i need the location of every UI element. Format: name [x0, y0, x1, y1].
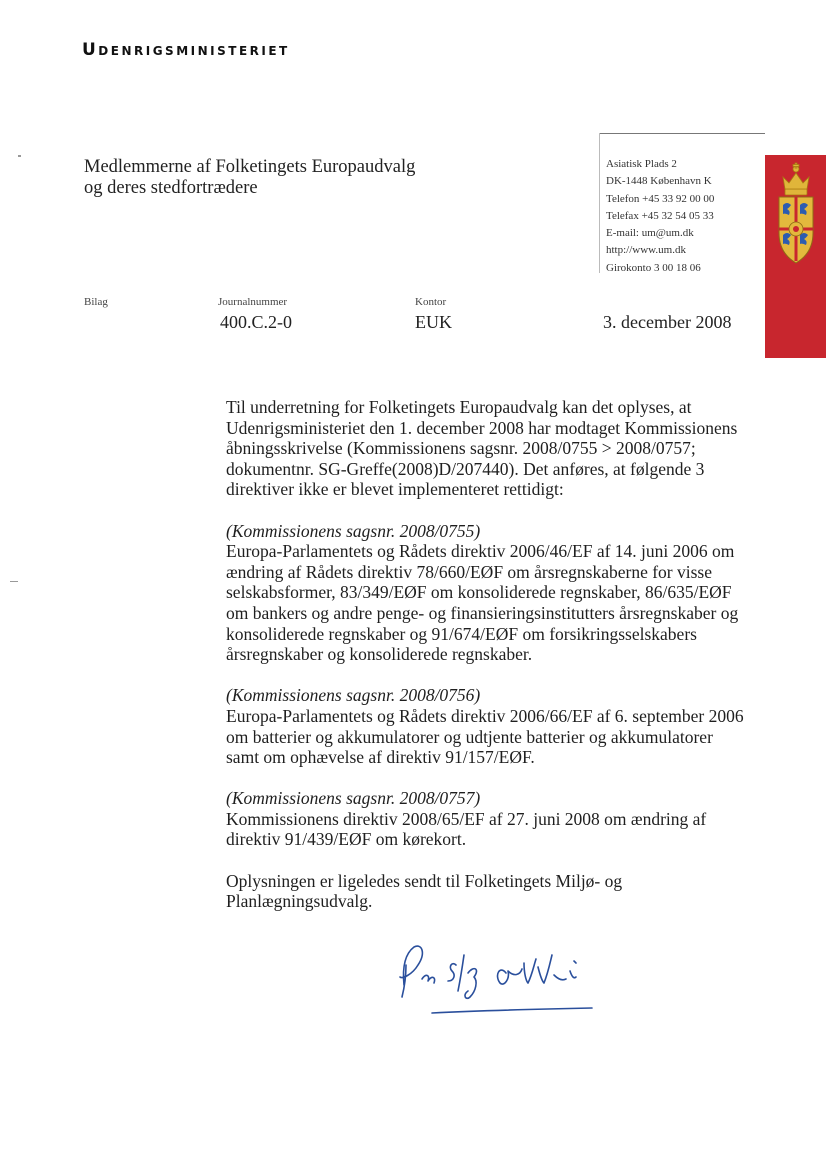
recipient-line-2: og deres stedfortrædere	[84, 178, 258, 198]
case-text: Kommissionens direktiv 2008/65/EF af 27. juni 2008 om ændring af direktiv 91/439/EØF om kørekort.	[226, 808, 707, 850]
contact-giro: Girokonto 3 00 18 06	[606, 261, 701, 274]
contact-email: E-mail: um@um.dk	[606, 227, 694, 240]
case-reference: (Kommissionens sagsnr. 2008/0757)	[226, 788, 481, 809]
contact-address-2: DK-1448 København K	[606, 175, 712, 188]
intro-paragraph: Til underretning for Folketingets Europaudvalg kan det oplyses, at Udenrigsministeriet den 1. december 2008 har modtaget Kommissionens åbningsskrivelse (Kommissionens sagsnr. 2008/0755 > 2008/0757; dokumentnr. SG-Greffe(2008)D/207440). Det anføres, at følgende 3 direktiver ikke er blevet implementeret rettidigt:	[226, 397, 738, 500]
journal-value: 400.C.2-0	[220, 312, 292, 332]
royal-crest-icon	[765, 155, 826, 285]
contact-block	[606, 156, 714, 277]
case-reference: (Kommissionens sagsnr. 2008/0756)	[226, 685, 481, 706]
contact-phone: Telefon +45 33 92 00 00	[606, 192, 715, 205]
case-item	[226, 685, 746, 767]
ministry-name: Udenrigsministeriet	[82, 40, 290, 60]
contact-top-rule	[600, 133, 765, 134]
journal-label: Journalnummer	[218, 296, 288, 308]
contact-fax: Telefax +45 32 54 05 33	[606, 209, 714, 222]
contact-address-1: Asiatisk Plads 2	[606, 158, 677, 170]
kontor-value: EUK	[415, 312, 452, 332]
case-text: Europa-Parlamentets og Rådets direktiv 2006/66/EF af 6. september 2006 om batterier og akkumulatorer og udtjente batterier og akkumulatorer samt om ophævelse af direktiv 91/157/EØF.	[226, 705, 744, 768]
signature	[392, 935, 622, 1025]
handwritten-signature	[392, 935, 622, 1025]
recipient-line-1: Medlemmerne af Folketingets Europaudvalg	[84, 157, 416, 177]
case-item	[226, 521, 746, 665]
scan-mark	[10, 581, 18, 582]
case-item	[226, 788, 746, 850]
letter-date: 3. december 2008	[603, 312, 732, 332]
closing-paragraph: Oplysningen er ligeledes sendt til Folketingets Miljø- og Planlægningsudvalg.	[226, 870, 623, 912]
recipient-block	[84, 157, 415, 199]
scan-mark	[18, 155, 21, 157]
kontor-label: Kontor	[415, 296, 447, 308]
letter-body	[226, 397, 746, 932]
contact-web: http://www.um.dk	[606, 244, 686, 257]
case-text: Europa-Parlamentets og Rådets direktiv 2006/46/EF af 14. juni 2006 om ændring af Rådets direktiv 78/660/EØF om årsregnskaberne for visse selskabsformer, 83/349/EØF om konsoliderede regnskaber, 86/635/EØF om bankers og andre penge- og finansieringsinstitutters årsregnskaber og konsoliderede regnskaber og 91/674/EØF om forsikringsselskabers årsregnskaber og konsoliderede regnskaber.	[226, 541, 739, 665]
bilag-label: Bilag	[84, 296, 108, 308]
crest-band	[765, 155, 826, 358]
contact-left-rule	[599, 133, 600, 273]
case-reference: (Kommissionens sagsnr. 2008/0755)	[226, 520, 481, 541]
